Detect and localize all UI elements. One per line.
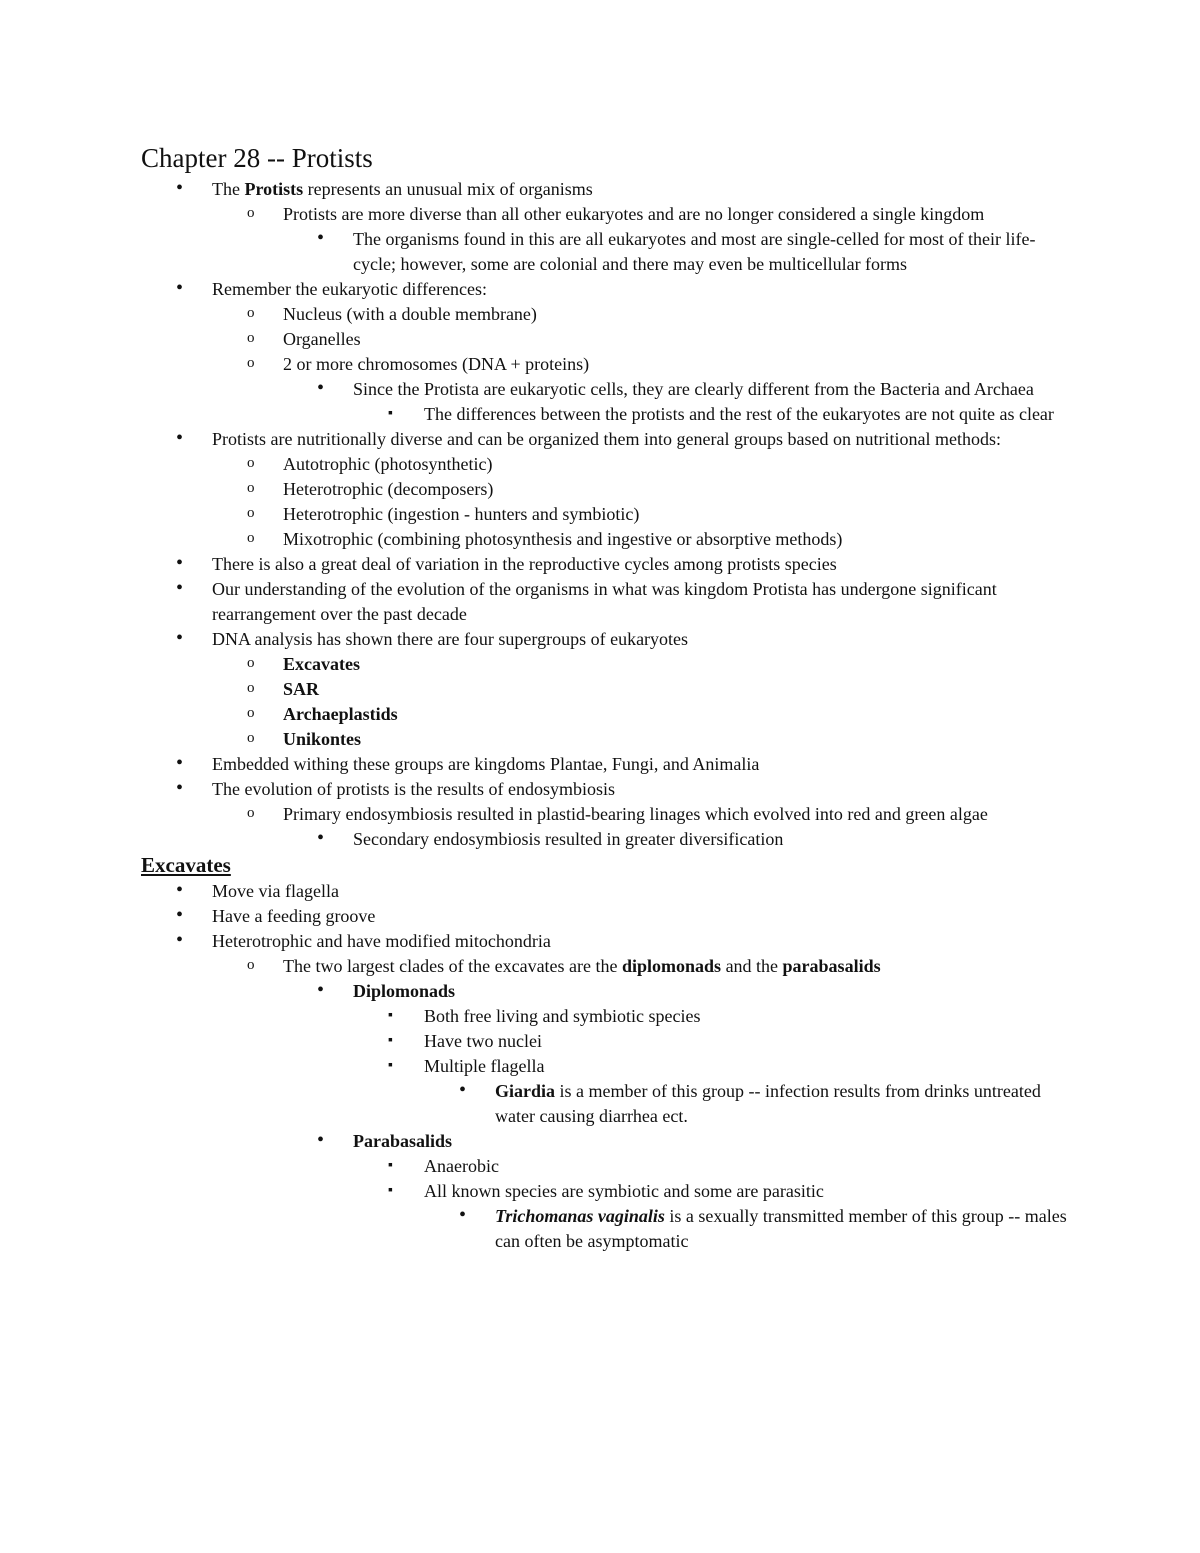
text-run: Organelles (283, 329, 361, 349)
text-run: Embedded withing these groups are kingdoms Plantae, Fungi, and Animalia (212, 754, 760, 774)
text-run: The organisms found in this are all eukaryotes and most are single-celled for most of their life-cycle; however, some are colonial and there may even be multicellular forms (353, 229, 1036, 274)
list-item-text (283, 677, 1071, 702)
list-item (141, 402, 1071, 427)
list-item-text (212, 904, 1071, 929)
list-item (141, 929, 1071, 954)
disc-bullet-icon (176, 277, 183, 301)
text-run: Move via flagella (212, 881, 339, 901)
list-item (141, 677, 1071, 702)
list-item-text (283, 202, 1071, 227)
text-run: Anaerobic (424, 1156, 499, 1176)
list-item-text (212, 627, 1071, 652)
list-item-text (353, 377, 1071, 402)
text-run: DNA analysis has shown there are four supergroups of eukaryotes (212, 629, 689, 649)
list-item (141, 652, 1071, 677)
list-item (141, 1129, 1071, 1154)
emphasis-text: Unikontes (283, 729, 362, 749)
disc-bullet-icon (176, 427, 183, 451)
circle-bullet-icon (247, 352, 255, 374)
disc-bullet-icon (176, 752, 183, 776)
text-run: Nucleus (with a double membrane) (283, 304, 537, 324)
list-item (141, 302, 1071, 327)
list-item (141, 879, 1071, 904)
list-item (141, 277, 1071, 302)
square-bullet-icon (388, 402, 393, 425)
list-item (141, 979, 1071, 1004)
list-item-text (212, 929, 1071, 954)
list-item-text (212, 879, 1071, 904)
text-run: The evolution of protists is the results of endosymbiosis (212, 779, 615, 799)
text-run: Heterotrophic (decomposers) (283, 479, 494, 499)
circle-bullet-icon (247, 477, 255, 499)
notes-outline (141, 177, 1071, 1254)
list-item (141, 327, 1071, 352)
list-item (141, 827, 1071, 852)
text-run: Mixotrophic (combining photosynthesis and ingestive or absorptive methods) (283, 529, 843, 549)
circle-bullet-icon (247, 452, 255, 474)
emphasis-text: Trichomanas vaginalis (495, 1206, 665, 1226)
list-item (141, 1004, 1071, 1029)
circle-bullet-icon (247, 677, 255, 699)
list-item-text (212, 752, 1071, 777)
text-run: Primary endosymbiosis resulted in plastid-bearing linages which evolved into red and green algae (283, 804, 988, 824)
list-item-text (283, 702, 1071, 727)
list-item-text (495, 1079, 1071, 1129)
circle-bullet-icon (247, 802, 255, 824)
disc-bullet-icon (176, 552, 183, 576)
square-bullet-icon (388, 1004, 393, 1027)
list-item (141, 1179, 1071, 1204)
list-item (141, 177, 1071, 202)
text-run: is a sexually transmitted member of this group -- males can often be asymptomatic (495, 1206, 1067, 1251)
disc-bullet-icon (176, 879, 183, 903)
emphasis-text: Excavates (283, 654, 360, 674)
text-run: All known species are symbiotic and some are parasitic (424, 1181, 824, 1201)
text-run: Since the Protista are eukaryotic cells, they are clearly different from the Bacteria and Archaea (353, 379, 1034, 399)
text-run: 2 or more chromosomes (DNA + proteins) (283, 354, 590, 374)
list-item-text (283, 527, 1071, 552)
list-item-text (212, 177, 1071, 202)
list-item (141, 352, 1071, 377)
circle-bullet-icon (247, 202, 255, 224)
list-item (141, 552, 1071, 577)
text-run: The (212, 179, 245, 199)
list-item-text (212, 427, 1071, 452)
list-item (141, 1029, 1071, 1054)
circle-bullet-icon (247, 527, 255, 549)
list-item-text (283, 477, 1071, 502)
emphasis-text: SAR (283, 679, 320, 699)
circle-bullet-icon (247, 652, 255, 674)
list-item (141, 452, 1071, 477)
square-bullet-icon (388, 1154, 393, 1177)
circle-bullet-icon (247, 954, 255, 976)
text-run: Have two nuclei (424, 1031, 542, 1051)
text-run: Autotrophic (photosynthetic) (283, 454, 493, 474)
text-run: Both free living and symbiotic species (424, 1006, 701, 1026)
circle-bullet-icon (247, 502, 255, 524)
list-item-text (353, 827, 1071, 852)
emphasis-text: Giardia (495, 1081, 556, 1101)
list-item (141, 527, 1071, 552)
text-run: Have a feeding groove (212, 906, 376, 926)
text-run: Heterotrophic (ingestion - hunters and symbiotic) (283, 504, 640, 524)
list-item-text (283, 302, 1071, 327)
list-item-text (283, 352, 1071, 377)
emphasis-text: Parabasalids (353, 1131, 453, 1151)
circle-bullet-icon (247, 702, 255, 724)
list-item-text (283, 652, 1071, 677)
list-item-text (424, 1179, 1071, 1204)
emphasis-text: Diplomonads (353, 981, 456, 1001)
list-item-text (212, 552, 1071, 577)
text-run: Protists are more diverse than all other eukaryotes and are no longer considered a single kingdom (283, 204, 985, 224)
list-item-text (424, 1154, 1071, 1179)
list-item (141, 627, 1071, 652)
disc-bullet-icon (459, 1204, 466, 1228)
list-item (141, 1054, 1071, 1079)
list-item (141, 1079, 1071, 1129)
list-item-text (283, 954, 1071, 979)
disc-bullet-icon (176, 904, 183, 928)
text-run: Our understanding of the evolution of the organisms in what was kingdom Protista has undergone significant rearrangement over the past decade (212, 579, 997, 624)
list-item (141, 702, 1071, 727)
emphasis-text: Archaeplastids (283, 704, 398, 724)
disc-bullet-icon (176, 777, 183, 801)
circle-bullet-icon (247, 302, 255, 324)
document-page (141, 139, 1071, 1254)
list-item (141, 227, 1071, 277)
text-run: is a member of this group -- infection results from drinks untreated water causing diarrhea ect. (495, 1081, 1041, 1126)
list-item-text (283, 727, 1071, 752)
list-item (141, 727, 1071, 752)
disc-bullet-icon (317, 827, 324, 851)
emphasis-text: parabasalids (782, 956, 881, 976)
list-item-text (283, 502, 1071, 527)
list-item-text (283, 802, 1071, 827)
circle-bullet-icon (247, 727, 255, 749)
list-item-text (424, 1029, 1071, 1054)
emphasis-text: Protists (244, 179, 304, 199)
list-item-text (424, 1004, 1071, 1029)
list-item-text (212, 277, 1071, 302)
list-item (141, 377, 1071, 402)
list-item (141, 1204, 1071, 1254)
list-item-text (424, 1054, 1071, 1079)
square-bullet-icon (388, 1029, 393, 1052)
emphasis-text: diplomonads (622, 956, 722, 976)
list-item (141, 904, 1071, 929)
disc-bullet-icon (176, 177, 183, 201)
list-item (141, 777, 1071, 802)
text-run: Secondary endosymbiosis resulted in greater diversification (353, 829, 784, 849)
square-bullet-icon (388, 1054, 393, 1077)
list-item (141, 202, 1071, 227)
text-run: Multiple flagella (424, 1056, 545, 1076)
disc-bullet-icon (317, 377, 324, 401)
list-item-text (353, 1129, 1071, 1154)
text-run: There is also a great deal of variation in the reproductive cycles among protists species (212, 554, 837, 574)
disc-bullet-icon (317, 227, 324, 251)
list-item-text (283, 327, 1071, 352)
list-item (141, 502, 1071, 527)
circle-bullet-icon (247, 327, 255, 349)
text-run: The two largest clades of the excavates are the (283, 956, 623, 976)
list-item (141, 954, 1071, 979)
square-bullet-icon (388, 1179, 393, 1202)
list-item-text (353, 227, 1071, 277)
list-item-text (424, 402, 1071, 427)
list-item-text (212, 577, 1071, 627)
list-item (141, 802, 1071, 827)
text-run: Protists are nutritionally diverse and can be organized them into general groups based on nutritional methods: (212, 429, 1001, 449)
disc-bullet-icon (317, 1129, 324, 1153)
disc-bullet-icon (176, 929, 183, 953)
text-run: Heterotrophic and have modified mitochondria (212, 931, 551, 951)
list-item (141, 1154, 1071, 1179)
disc-bullet-icon (176, 627, 183, 651)
section-heading: Excavates (141, 853, 231, 877)
list-item-text (353, 979, 1071, 1004)
disc-bullet-icon (176, 577, 183, 601)
list-item-text (212, 777, 1071, 802)
list-item-text (495, 1204, 1071, 1254)
text-run: and the (721, 956, 783, 976)
list-item (141, 427, 1071, 452)
text-run: The differences between the protists and the rest of the eukaryotes are not quite as clear (424, 404, 1054, 424)
page-title: Chapter 28 -- Protists (141, 143, 373, 173)
list-item (141, 477, 1071, 502)
list-item-text (283, 452, 1071, 477)
list-item (141, 577, 1071, 627)
text-run: represents an unusual mix of organisms (303, 179, 593, 199)
disc-bullet-icon (459, 1079, 466, 1103)
list-item (141, 752, 1071, 777)
text-run: Remember the eukaryotic differences: (212, 279, 488, 299)
disc-bullet-icon (317, 979, 324, 1003)
